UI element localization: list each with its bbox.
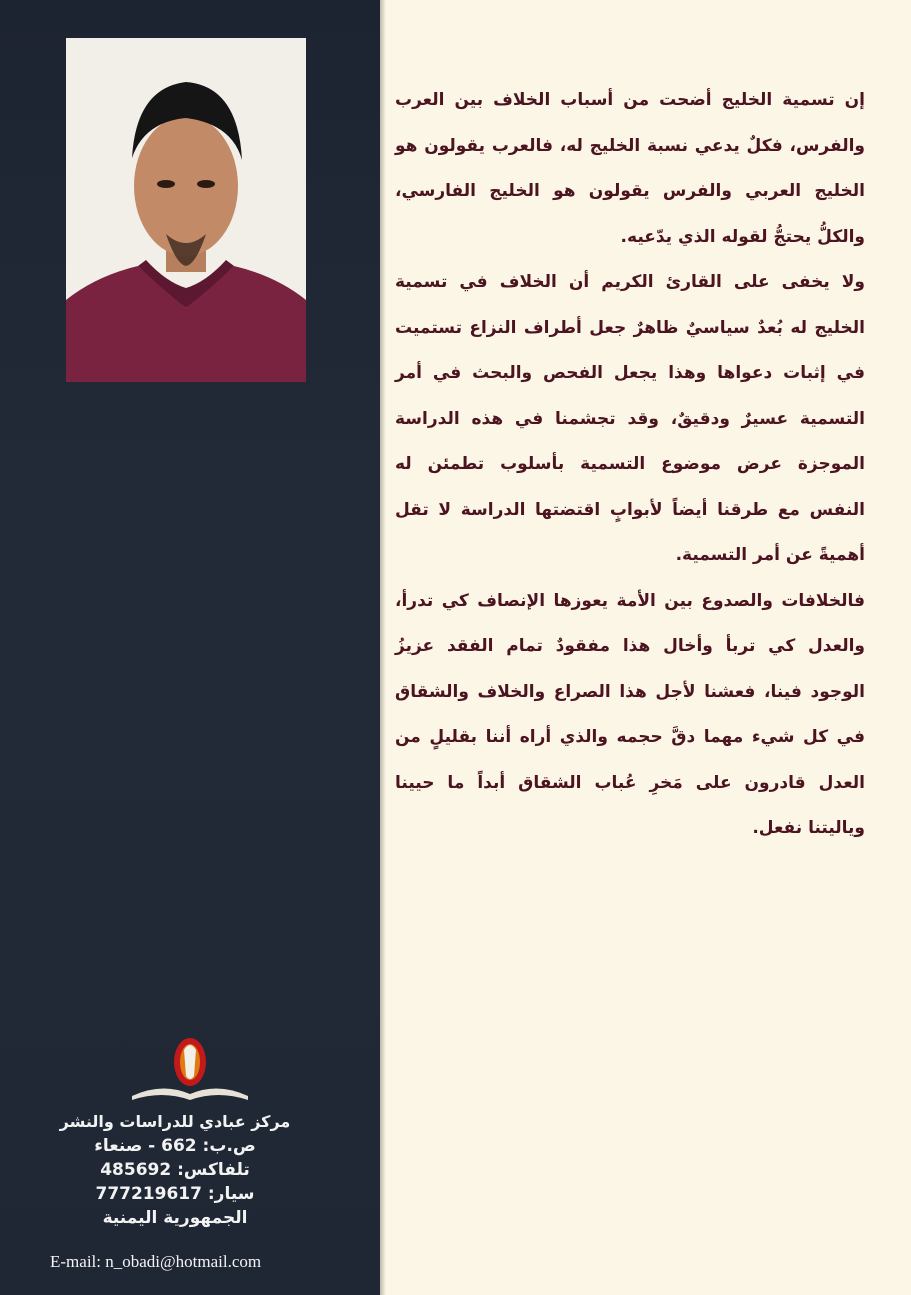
author-photo xyxy=(66,38,306,382)
mobile: سيار: 777219617 xyxy=(95,1184,255,1204)
publisher-name: مركز عبادي للدراسات والنشر xyxy=(59,1112,291,1131)
po-box: ص.ب: 662 - صنعاء xyxy=(94,1136,256,1156)
publisher-email: E-mail: n_obadi@hotmail.com xyxy=(50,1252,262,1271)
back-cover-text xyxy=(395,78,865,852)
paragraph-3: فالخلافات والصدوع بين الأمة يعوزها الإنصاف كي تدرأ، والعدل كي تربأ وأخال هذا مفقودٌ تمام الفقد عزيزُ الوجود فينا، فعشنا لأجل هذا الصراع والخلاف والشقاق في كل شيء مهما دقَّ حجمه والذي أراه أننا بقليلٍ من العدل قادرون على مَخرِ عُباب الشقاق أبداً ما حيينا وياليتنا نفعل. xyxy=(395,590,865,838)
panel-edge-shadow xyxy=(380,0,386,1295)
paragraph-2: ولا يخفى على القارئ الكريم أن الخلاف في تسمية الخليج له بُعدٌ سياسيٌ ظاهرٌ جعل أطراف النزاع تستميت في إثبات دعواها وهذا يجعل الفحص والبحث في أمر التسمية عسيرٌ ودقيقٌ، وقد تجشمنا في هذه الدراسة الموجزة عرض موضوع التسمية بأسلوب تطمئن له النفس مع طرقنا أيضاً لأبوابٍ اقتضتها الدراسة لا تقل أهميةً عن أمر التسمية. xyxy=(395,272,865,565)
publisher-info xyxy=(30,1110,320,1230)
country: الجمهورية اليمنية xyxy=(102,1208,248,1228)
paragraph-1: إن تسمية الخليج أضحت من أسباب الخلاف بين العرب والفرس، فكلٌ يدعي نسبة الخليج له، فالعرب يقولون هو الخليج العربي والفرس يقولون هو الخليج الفارسي، والكلُّ يحتجُّ لقوله الذي يدّعيه. xyxy=(395,90,865,247)
telefax: تلفاكس: 485692 xyxy=(100,1160,250,1180)
publisher-logo xyxy=(128,1032,252,1104)
